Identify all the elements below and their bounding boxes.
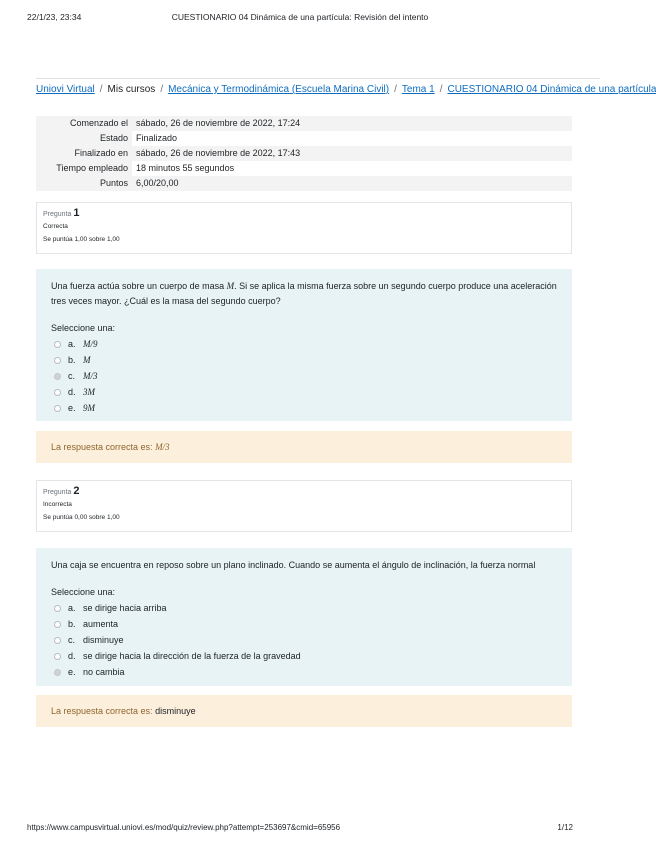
print-url: https://www.campusvirtual.uniovi.es/mod/quiz/review.php?attempt=253697&cmid=65956: [27, 823, 341, 832]
breadcrumb-topic-link[interactable]: Tema 1: [401, 84, 435, 95]
radio-icon[interactable]: [54, 653, 61, 660]
summary-value: sábado, 26 de noviembre de 2022, 17:24: [132, 116, 572, 131]
radio-icon[interactable]: [54, 605, 61, 612]
feedback-label: La respuesta correcta es:: [51, 442, 156, 452]
option-letter: d.: [68, 386, 76, 397]
question-label: Pregunta: [43, 489, 72, 496]
breadcrumb-separator: /: [394, 84, 397, 95]
option-letter: b.: [68, 354, 76, 365]
print-datetime: 22/1/23, 23:34: [27, 12, 82, 22]
option-answer: [83, 337, 98, 352]
question-grade: Se puntúa 1,00 sobre 1,00: [43, 236, 120, 243]
question-text-part: . Si se aplica la misma fuerza sobre un segundo cuerpo produce una aceleración tres veces mayor. ¿Cuál es la masa del segundo cuerpo?: [51, 281, 557, 306]
option-letter: a.: [68, 602, 76, 613]
option-answer: [83, 385, 95, 400]
feedback-value: M/3: [155, 442, 170, 452]
question-number-value: 1: [73, 207, 80, 219]
option-letter: e.: [68, 666, 76, 677]
answer-option-c[interactable]: [54, 632, 557, 648]
feedback-value: disminuye: [155, 706, 196, 716]
summary-value: 6,00/20,00: [132, 176, 572, 191]
breadcrumb-quiz-link[interactable]: CUESTIONARIO 04 Dinámica de una partícula: [447, 84, 656, 95]
print-title: CUESTIONARIO 04 Dinámica de una partícula: Revisión del intento: [171, 12, 429, 22]
radio-checked-icon[interactable]: [54, 373, 61, 380]
option-answer: disminuye: [83, 634, 124, 645]
question-text-part: Una fuerza actúa sobre un cuerpo de masa: [51, 281, 227, 291]
summary-row-finished: [36, 146, 572, 161]
page-number: 1/12: [557, 823, 573, 832]
option-answer: se dirige hacia arriba: [83, 602, 167, 613]
question-text: Una caja se encuentra en reposo sobre un plano inclinado. Cuando se aumenta el ángulo de inclinación, la fuerza normal: [51, 560, 536, 570]
summary-key: Tiempo empleado: [36, 161, 132, 176]
question-grade: Se puntúa 0,00 sobre 1,00: [43, 514, 120, 521]
summary-key: Puntos: [36, 176, 132, 191]
breadcrumb-separator: /: [439, 84, 443, 95]
question-variable: M: [226, 281, 235, 291]
summary-row-time-taken: [36, 161, 572, 176]
summary-key: Comenzado el: [36, 116, 132, 131]
answer-option-a[interactable]: [54, 600, 557, 616]
feedback-label: La respuesta correcta es:: [51, 706, 156, 716]
option-answer: no cambia: [83, 666, 125, 677]
option-answer: aumenta: [83, 618, 119, 629]
option-answer-text: M/3: [83, 370, 98, 381]
option-letter: a.: [68, 338, 76, 349]
option-letter: c.: [68, 634, 76, 645]
question-text: [51, 279, 557, 309]
option-answer: [83, 401, 95, 416]
answer-option-a[interactable]: [54, 336, 557, 352]
question-number: [43, 207, 565, 219]
summary-row-points: [36, 176, 572, 191]
option-answer-text: 3M: [83, 386, 95, 397]
option-answer-text: M/9: [83, 338, 98, 349]
breadcrumb-separator: /: [160, 84, 164, 95]
attempt-summary-table: [36, 116, 572, 191]
summary-value: sábado, 26 de noviembre de 2022, 17:43: [132, 146, 572, 161]
question-state: Correcta: [43, 223, 68, 230]
answer-option-e[interactable]: [54, 664, 557, 680]
summary-value: Finalizado: [136, 133, 178, 143]
question-number: [43, 485, 565, 497]
answer-option-d[interactable]: [54, 384, 557, 400]
summary-row-started: [36, 116, 572, 131]
option-letter: c.: [68, 370, 76, 381]
question-1-info: [36, 202, 572, 254]
pdf-header: [0, 12, 600, 26]
breadcrumb-home-link[interactable]: Uniovi Virtual: [36, 84, 95, 95]
option-answer: [83, 353, 91, 368]
question-2-info: [36, 480, 572, 532]
option-answer: se dirige hacia la dirección de la fuerza de la gravedad: [83, 650, 301, 661]
answer-option-b[interactable]: [54, 616, 557, 632]
breadcrumb-course-link[interactable]: Mecánica y Termodinámica (Escuela Marina Civil): [168, 84, 390, 95]
summary-key: Finalizado en: [36, 146, 132, 161]
question-label: Pregunta: [43, 211, 72, 218]
answer-option-b[interactable]: [54, 352, 557, 368]
option-answer: [83, 369, 98, 384]
breadcrumb-my-courses: Mis cursos: [107, 84, 156, 95]
option-letter: d.: [68, 650, 76, 661]
answer-option-e[interactable]: [54, 400, 557, 416]
option-answer-text: M: [83, 354, 91, 365]
summary-value: 18 minutos 55 segundos: [136, 163, 235, 173]
option-answer-text: 9M: [83, 402, 95, 413]
answer-option-c[interactable]: [54, 368, 557, 384]
question-number-value: 2: [73, 485, 80, 497]
radio-icon[interactable]: [54, 341, 61, 348]
question-state: Incorrecta: [43, 501, 72, 508]
question-2-content: [36, 548, 572, 686]
summary-row-state: [36, 131, 572, 146]
select-prompt: Seleccione una:: [51, 587, 116, 597]
select-prompt: Seleccione una:: [51, 323, 116, 333]
option-letter: b.: [68, 618, 76, 629]
radio-icon[interactable]: [54, 357, 61, 364]
question-2-feedback: [36, 695, 572, 727]
breadcrumb-separator: /: [99, 84, 103, 95]
summary-key: Estado: [36, 131, 132, 146]
question-1-content: [36, 269, 572, 421]
answer-option-d[interactable]: [54, 648, 557, 664]
radio-icon[interactable]: [54, 637, 61, 644]
radio-icon[interactable]: [54, 405, 61, 412]
question-1-feedback: [36, 431, 572, 463]
radio-icon[interactable]: [54, 621, 61, 628]
option-letter: e.: [68, 402, 76, 413]
radio-checked-icon[interactable]: [54, 669, 61, 676]
radio-icon[interactable]: [54, 389, 61, 396]
breadcrumb: [36, 78, 656, 102]
